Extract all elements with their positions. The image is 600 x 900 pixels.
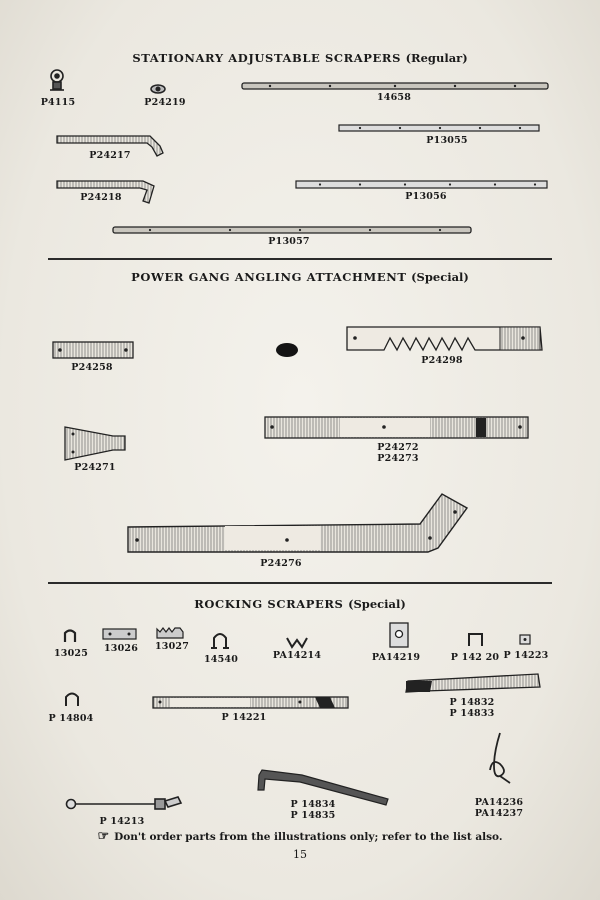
part-label: 13027 [154,641,190,652]
part-p14220-illustration [469,634,482,646]
part-p14221-illustration [153,697,348,708]
part-label: P 14223 [503,650,549,661]
footer-note: ☞ Don't order parts from the illustrations only; refer to the list also. [97,829,503,844]
part-label-pair: P24272 P24273 [377,442,419,464]
part-p4115-illustration [50,70,64,90]
part-label: 14658 [376,92,412,103]
part-p13055-illustration [339,125,539,131]
part-p14213-illustration [67,797,182,809]
part-label: P 14213 [99,816,145,827]
part-p14223-illustration [520,635,530,644]
part-p24298-illustration [347,327,542,350]
part-label: P24298 [421,355,463,366]
part-14540-illustration [211,634,229,648]
part-13026-illustration [103,629,136,639]
part-p13056-illustration [296,181,547,188]
part-label: P 14804 [48,713,94,724]
part-label: PA14219 [371,652,421,663]
part-label: P13055 [426,135,468,146]
part-label: P24258 [71,362,113,373]
part-label: P 142 20 [450,652,500,663]
part-label: P24271 [74,462,116,473]
part-label: P24217 [89,150,131,161]
part-label: PA14214 [272,650,322,661]
part-p24272-illustration [265,417,528,438]
part-14658-illustration [242,83,548,89]
section-title-power-gang: POWER GANG ANGLING ATTACHMENT (Special) [131,270,469,284]
part-p24276-illustration [128,494,467,552]
pointing-hand-icon: ☞ [97,829,110,844]
part-label: P24218 [80,192,122,203]
part-label: 13025 [53,648,89,659]
ink-blot [276,343,298,357]
part-pa14236-illustration [490,733,510,783]
part-label: P13056 [405,191,447,202]
part-label: 14540 [203,654,239,665]
section-title-stationary: STATIONARY ADJUSTABLE SCRAPERS (Regular) [132,51,468,65]
part-p14804-illustration [66,694,78,707]
part-pa14214-illustration [287,638,307,647]
part-13027-illustration [157,628,183,638]
part-label-pair: P 14832 P 14833 [449,697,495,719]
part-label: P4115 [40,97,76,108]
part-label: P24219 [144,97,186,108]
part-p24271-illustration [65,427,125,460]
part-pa14219-illustration [390,623,408,647]
part-p24258-illustration [53,342,133,358]
page-number: 15 [293,848,307,861]
part-13025-illustration [65,631,75,643]
part-label: P24276 [260,558,302,569]
section-title-rocking: ROCKING SCRAPERS (Special) [194,597,406,611]
part-p13057-illustration [113,227,471,233]
part-label: 13026 [103,643,139,654]
part-label: P13057 [268,236,310,247]
part-p24219-illustration [151,85,165,93]
part-label-pair: P 14834 P 14835 [290,799,336,821]
part-p14832-illustration [406,674,540,692]
part-label-pair: PA14236 PA14237 [474,797,524,819]
part-label: P 14221 [221,712,267,723]
